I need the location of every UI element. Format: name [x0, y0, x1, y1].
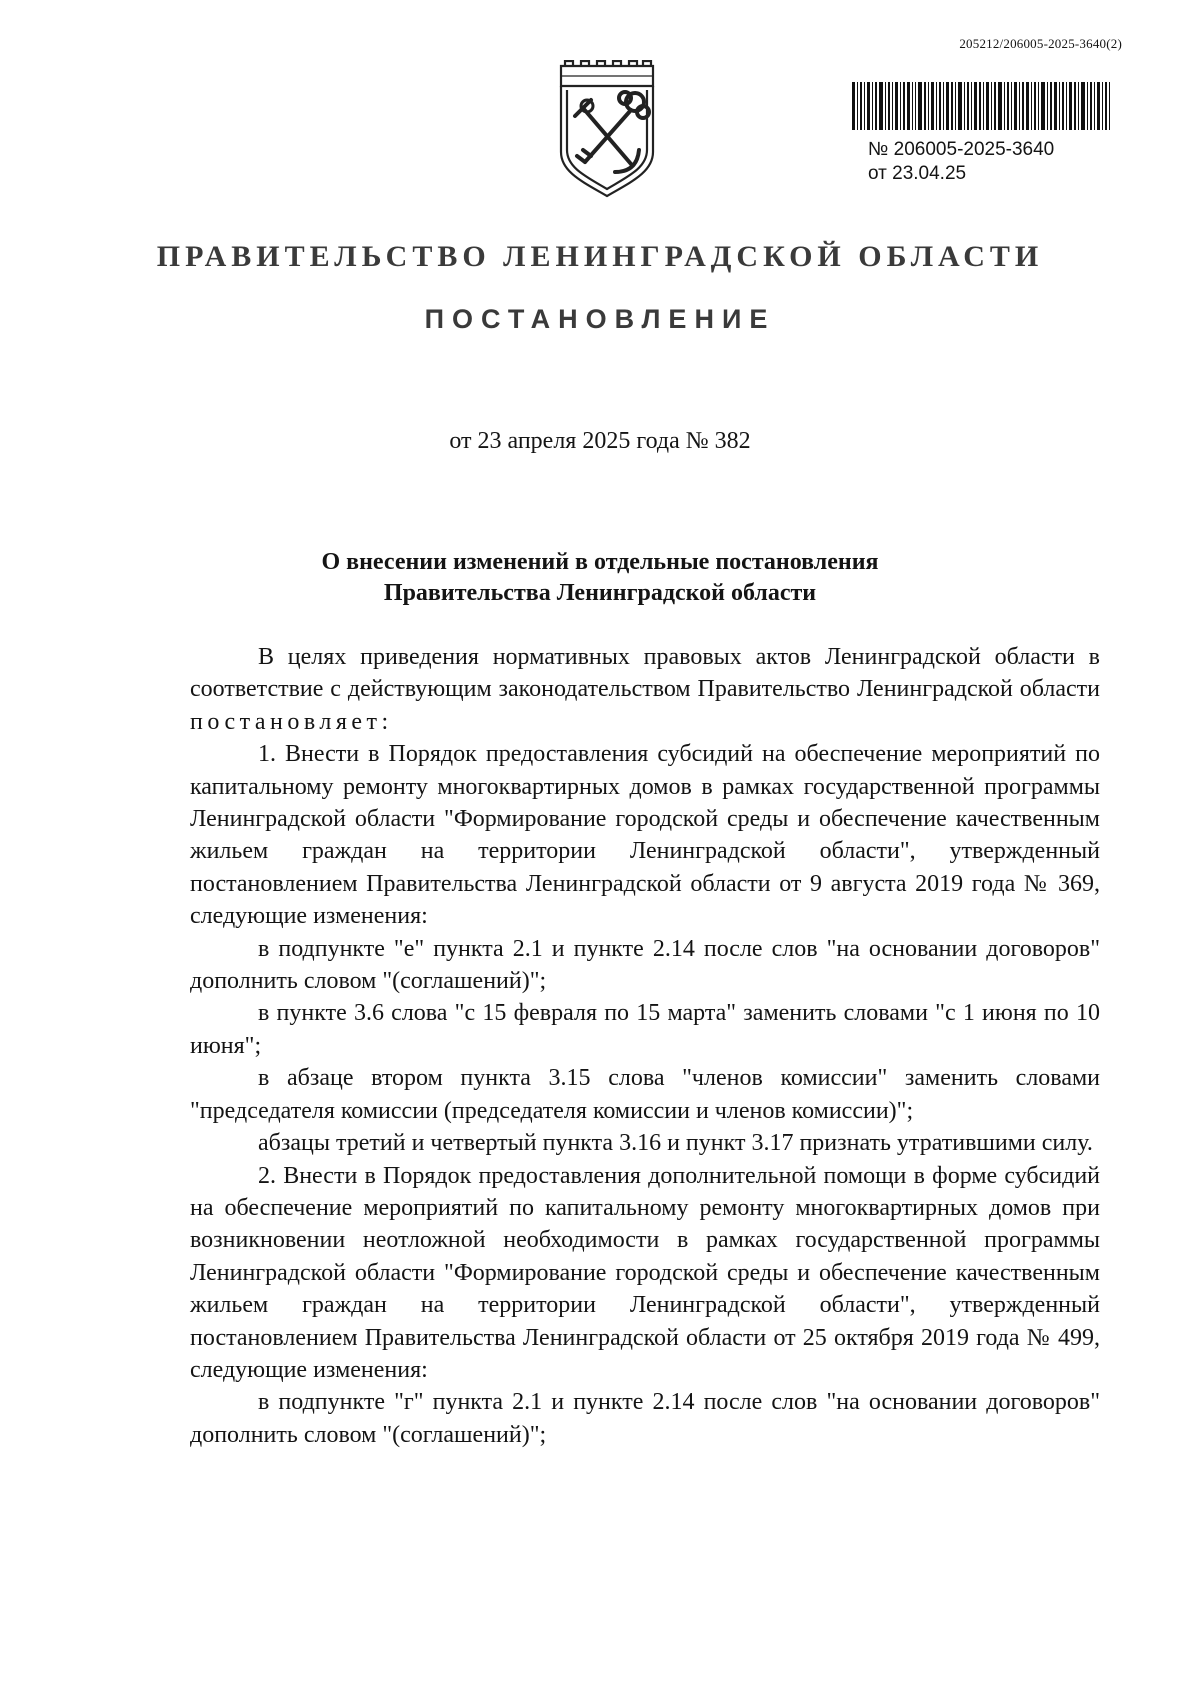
- document-id: 205212/206005-2025-3640(2): [959, 36, 1122, 51]
- paragraph-1-change-4: абзацы третий и четвертый пункта 3.16 и пункт 3.17 признать утратившими силу.: [258, 1130, 1093, 1157]
- registration-number: № 206005-2025-3640: [868, 139, 1055, 160]
- document-type-title: ПОСТАНОВЛЕНИЕ: [424, 304, 776, 334]
- paragraph-1-change-3: в абзаце втором пункта 3.15 слова "членов комиссии" заменить словами "председателя комиссии (председателя комиссии и членов комиссии)";: [190, 1065, 1100, 1124]
- paragraph-1-change-1: в подпункте "е" пункта 2.1 и пункте 2.14 после слов "на основании договоров" дополнить словом "(соглашений)";: [190, 935, 1100, 995]
- decree-body: [190, 641, 1100, 1451]
- paragraph-2: 2. Внести в Порядок предоставления дополнительной помощи в форме субсидий на обеспечение мероприятий по капитальному ремонту многоквартирных домов при возникновении неотложной необходимости в рамках государственной программы Ленинградской области "Формирование городской среды и обеспечение качественным жильем граждан на территории Ленинградской области", утвержденный постановлением Правительства Ленинградской области от 25 октября 2019 года № 499, следующие изменения:: [190, 1162, 1100, 1383]
- subject-line-1: О внесении изменений в отдельные постановления: [321, 549, 879, 575]
- barcode: [852, 82, 1110, 130]
- registration-block: [868, 138, 1054, 186]
- government-title: ПРАВИТЕЛЬСТВО ЛЕНИНГРАДСКОЙ ОБЛАСТИ: [156, 240, 1044, 273]
- decree-date-number: от 23 апреля 2025 года № 382: [449, 428, 751, 454]
- subject-line-2: Правительства Ленинградской области: [383, 580, 817, 606]
- paragraph-1: 1. Внести в Порядок предоставления субсидий на обеспечение мероприятий по капитальному ремонту многоквартирных домов в рамках государственной программы Ленинградской области "Формирование городской среды и обеспечение качественным жильем граждан на территории Ленинградской области", утвержденный постановлением Правительства Ленинградской области от 9 августа 2019 года № 369, следующие изменения:: [190, 741, 1100, 930]
- paragraph-2-change-1: в подпункте "г" пункта 2.1 и пункте 2.14 после слов "на основании договоров" дополнить словом "(соглашений)";: [190, 1389, 1100, 1448]
- leningrad-oblast-coat-of-arms: [553, 60, 661, 200]
- registration-date: от 23.04.25: [868, 163, 967, 184]
- preamble-verb: постановляет:: [190, 708, 393, 735]
- preamble-text: В целях приведения нормативных правовых актов Ленинградской области в соответствие с действующим законодательством Правительство Ленинградской области: [190, 644, 1100, 703]
- decree-subject: [0, 547, 1200, 609]
- paragraph-1-change-2: в пункте 3.6 слова "с 15 февраля по 15 марта" заменить словами "с 1 июня по 10 июня";: [190, 1000, 1100, 1059]
- preamble-paragraph: [190, 641, 1100, 738]
